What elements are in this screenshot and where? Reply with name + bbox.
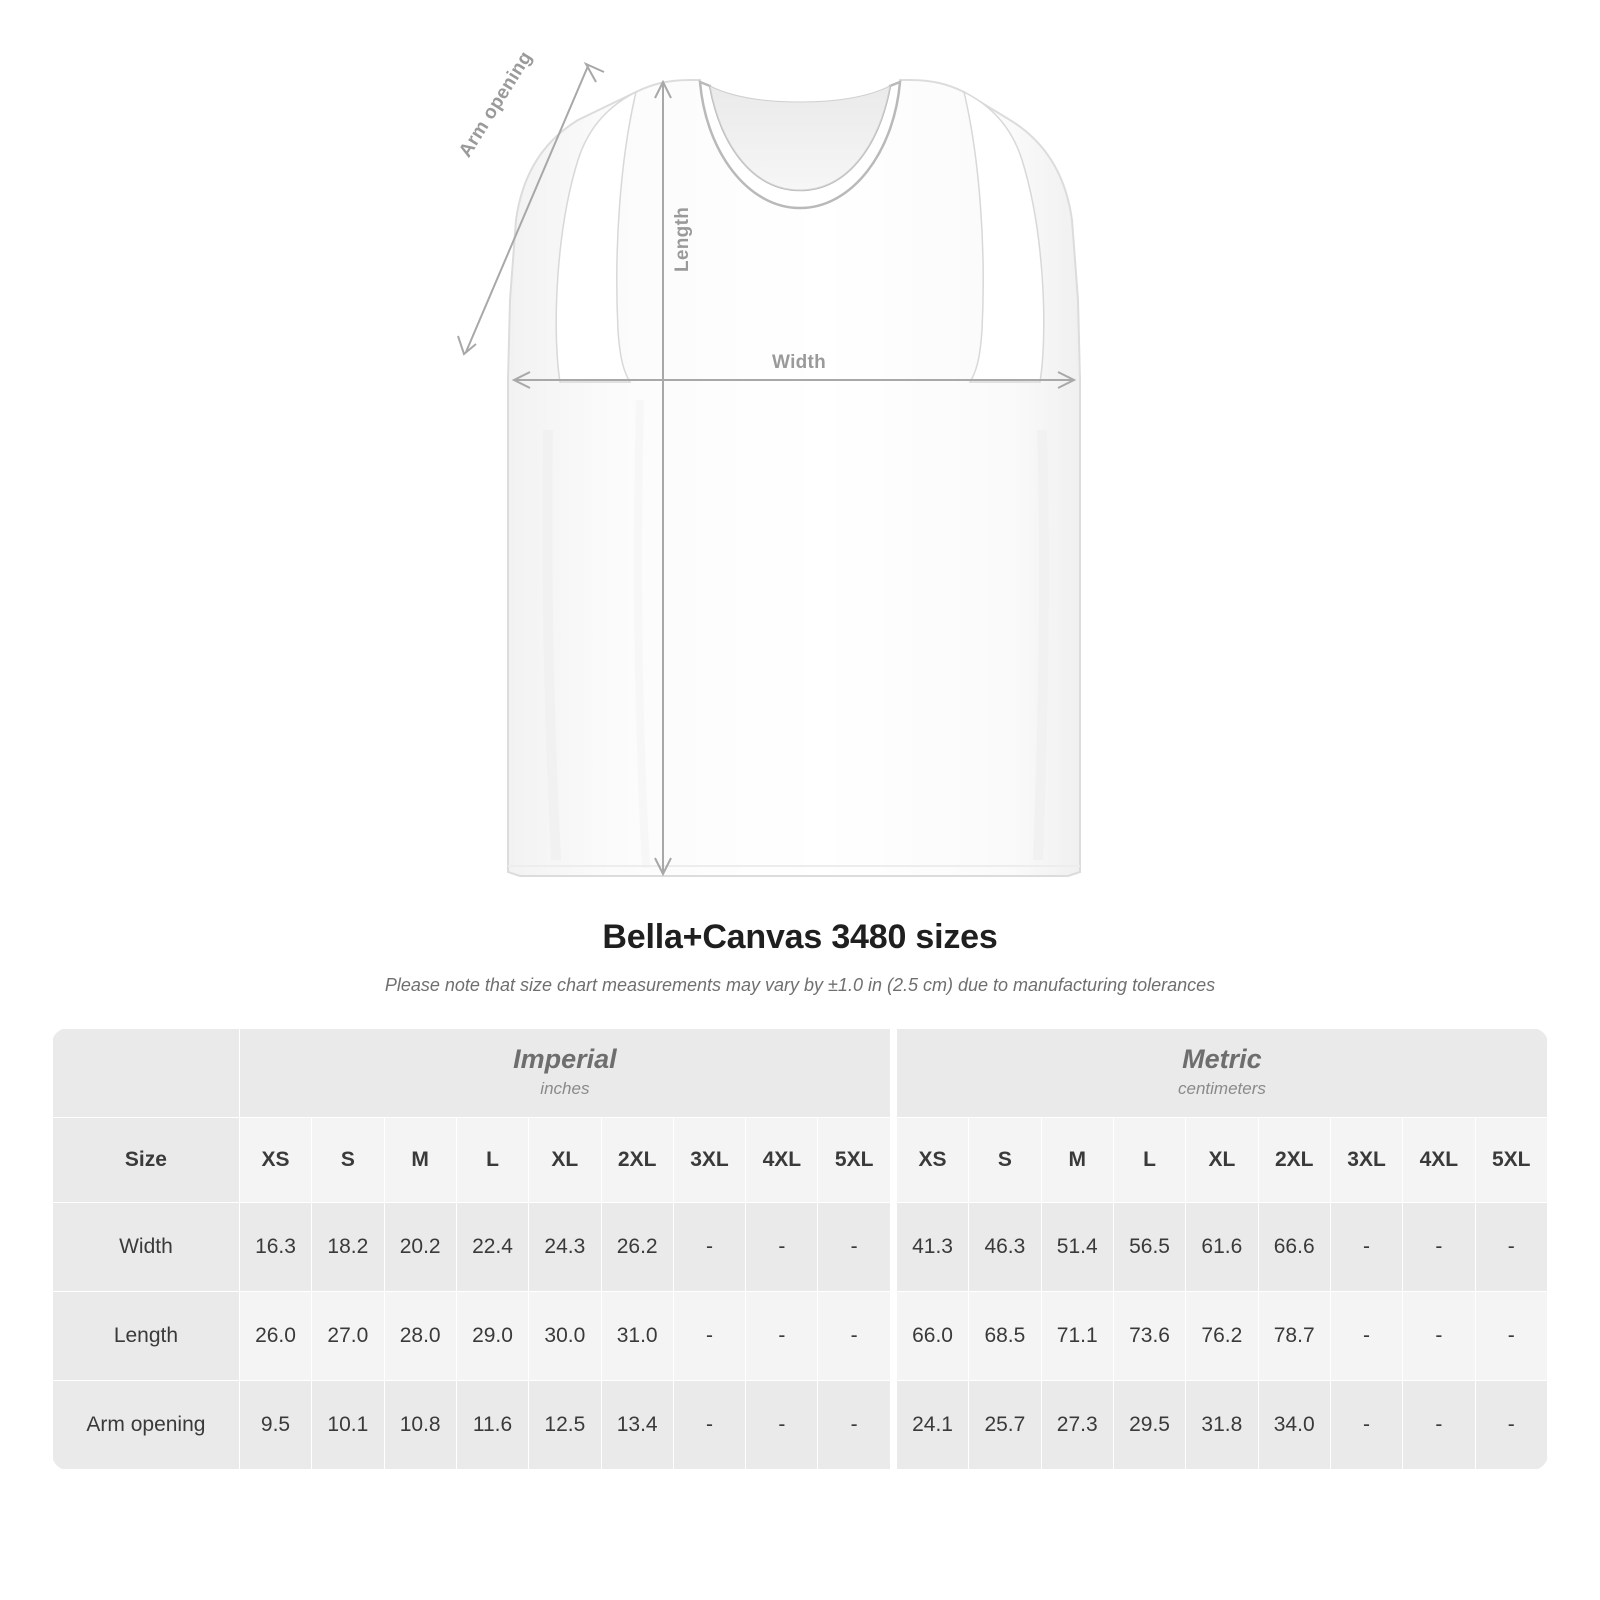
cell-imperial-width-xl: 24.3: [529, 1203, 601, 1292]
cell-imperial-length-xs: 26.0: [239, 1292, 311, 1381]
cell-metric-width-l: 56.5: [1113, 1203, 1185, 1292]
cell-metric-arm-opening-xs: 24.1: [896, 1381, 968, 1470]
cell-imperial-length-5xl: -: [818, 1292, 890, 1381]
size-column-header-metric-s: S: [969, 1118, 1041, 1203]
unit-header-row: [53, 1029, 1548, 1118]
cell-imperial-length-s: 27.0: [312, 1292, 384, 1381]
cell-metric-width-4xl: -: [1403, 1203, 1475, 1292]
cell-imperial-width-5xl: -: [818, 1203, 890, 1292]
page-title: Bella+Canvas 3480 sizes: [602, 918, 998, 956]
cell-imperial-width-s: 18.2: [312, 1203, 384, 1292]
cell-imperial-width-xs: 16.3: [239, 1203, 311, 1292]
size-column-header-imperial-4xl: 4XL: [746, 1118, 818, 1203]
metric-header-subtitle: centimeters: [1178, 1078, 1266, 1098]
cell-imperial-length-2xl: 31.0: [601, 1292, 673, 1381]
size-column-header-imperial-3xl: 3XL: [673, 1118, 745, 1203]
size-column-header-imperial-2xl: 2XL: [601, 1118, 673, 1203]
cell-metric-arm-opening-l: 29.5: [1113, 1381, 1185, 1470]
metric-header-title: Metric: [1182, 1043, 1262, 1074]
cell-imperial-arm-opening-xs: 9.5: [239, 1381, 311, 1470]
cell-metric-arm-opening-4xl: -: [1403, 1381, 1475, 1470]
size-column-header-metric-xl: XL: [1186, 1118, 1258, 1203]
cell-metric-width-5xl: -: [1475, 1203, 1547, 1292]
size-column-header-metric-3xl: 3XL: [1330, 1118, 1402, 1203]
imperial-header: [239, 1029, 890, 1118]
imperial-header-subtitle: inches: [540, 1078, 590, 1098]
cell-metric-length-4xl: -: [1403, 1292, 1475, 1381]
size-column-header-imperial-s: S: [312, 1118, 384, 1203]
cell-imperial-width-3xl: -: [673, 1203, 745, 1292]
size-column-header-metric-4xl: 4XL: [1403, 1118, 1475, 1203]
cell-metric-arm-opening-5xl: -: [1475, 1381, 1547, 1470]
cell-imperial-length-l: 29.0: [456, 1292, 528, 1381]
cell-imperial-arm-opening-m: 10.8: [384, 1381, 456, 1470]
cell-metric-length-2xl: 78.7: [1258, 1292, 1330, 1381]
cell-metric-arm-opening-2xl: 34.0: [1258, 1381, 1330, 1470]
tolerance-note: Please note that size chart measurements may vary by ±1.0 in (2.5 cm) due to manufacturing tolerances: [384, 975, 1216, 995]
cell-metric-length-xl: 76.2: [1186, 1292, 1258, 1381]
length-label: Length: [672, 206, 693, 272]
cell-imperial-arm-opening-4xl: -: [746, 1381, 818, 1470]
cell-metric-length-5xl: -: [1475, 1292, 1547, 1381]
cell-metric-width-3xl: -: [1330, 1203, 1402, 1292]
cell-metric-arm-opening-s: 25.7: [969, 1381, 1041, 1470]
cell-metric-arm-opening-m: 27.3: [1041, 1381, 1113, 1470]
size-column-header-metric-xs: XS: [896, 1118, 968, 1203]
size-column-header-metric-l: L: [1113, 1118, 1185, 1203]
cell-metric-length-l: 73.6: [1113, 1292, 1185, 1381]
row-label-arm-opening: Arm opening: [53, 1381, 240, 1470]
size-header-label: Size: [53, 1118, 240, 1203]
cell-metric-width-xl: 61.6: [1186, 1203, 1258, 1292]
cell-imperial-arm-opening-s: 10.1: [312, 1381, 384, 1470]
cell-imperial-width-m: 20.2: [384, 1203, 456, 1292]
cell-metric-arm-opening-xl: 31.8: [1186, 1381, 1258, 1470]
cell-imperial-width-2xl: 26.2: [601, 1203, 673, 1292]
cell-imperial-width-l: 22.4: [456, 1203, 528, 1292]
width-label: Width: [772, 352, 827, 373]
cell-metric-arm-opening-3xl: -: [1330, 1381, 1402, 1470]
arm-opening-label: Arm opening: [455, 47, 537, 162]
row-label-width: Width: [53, 1203, 240, 1292]
cell-imperial-arm-opening-3xl: -: [673, 1381, 745, 1470]
size-column-header-metric-m: M: [1041, 1118, 1113, 1203]
metric-header: [896, 1029, 1547, 1118]
size-column-header-imperial-5xl: 5XL: [818, 1118, 890, 1203]
size-table: [52, 1028, 1548, 1470]
table-row: [53, 1292, 1548, 1381]
imperial-header-title: Imperial: [513, 1043, 617, 1074]
cell-imperial-length-xl: 30.0: [529, 1292, 601, 1381]
size-table-wrapper: [52, 1028, 1548, 1470]
cell-imperial-arm-opening-5xl: -: [818, 1381, 890, 1470]
cell-metric-length-3xl: -: [1330, 1292, 1402, 1381]
table-row: [53, 1203, 1548, 1292]
cell-metric-width-m: 51.4: [1041, 1203, 1113, 1292]
cell-metric-length-xs: 66.0: [896, 1292, 968, 1381]
size-column-header-metric-2xl: 2XL: [1258, 1118, 1330, 1203]
size-header-row: [53, 1118, 1548, 1203]
cell-imperial-arm-opening-xl: 12.5: [529, 1381, 601, 1470]
size-column-header-imperial-xl: XL: [529, 1118, 601, 1203]
cell-metric-width-xs: 41.3: [896, 1203, 968, 1292]
size-column-header-metric-5xl: 5XL: [1475, 1118, 1547, 1203]
row-label-length: Length: [53, 1292, 240, 1381]
cell-metric-length-m: 71.1: [1041, 1292, 1113, 1381]
cell-metric-length-s: 68.5: [969, 1292, 1041, 1381]
cell-imperial-arm-opening-l: 11.6: [456, 1381, 528, 1470]
cell-metric-width-2xl: 66.6: [1258, 1203, 1330, 1292]
table-row: [53, 1381, 1548, 1470]
cell-imperial-width-4xl: -: [746, 1203, 818, 1292]
size-column-header-imperial-m: M: [384, 1118, 456, 1203]
cell-imperial-arm-opening-2xl: 13.4: [601, 1381, 673, 1470]
size-column-header-imperial-xs: XS: [239, 1118, 311, 1203]
table-corner: [53, 1029, 240, 1118]
cell-imperial-length-3xl: -: [673, 1292, 745, 1381]
cell-imperial-length-4xl: -: [746, 1292, 818, 1381]
size-column-header-imperial-l: L: [456, 1118, 528, 1203]
cell-imperial-length-m: 28.0: [384, 1292, 456, 1381]
cell-metric-width-s: 46.3: [969, 1203, 1041, 1292]
